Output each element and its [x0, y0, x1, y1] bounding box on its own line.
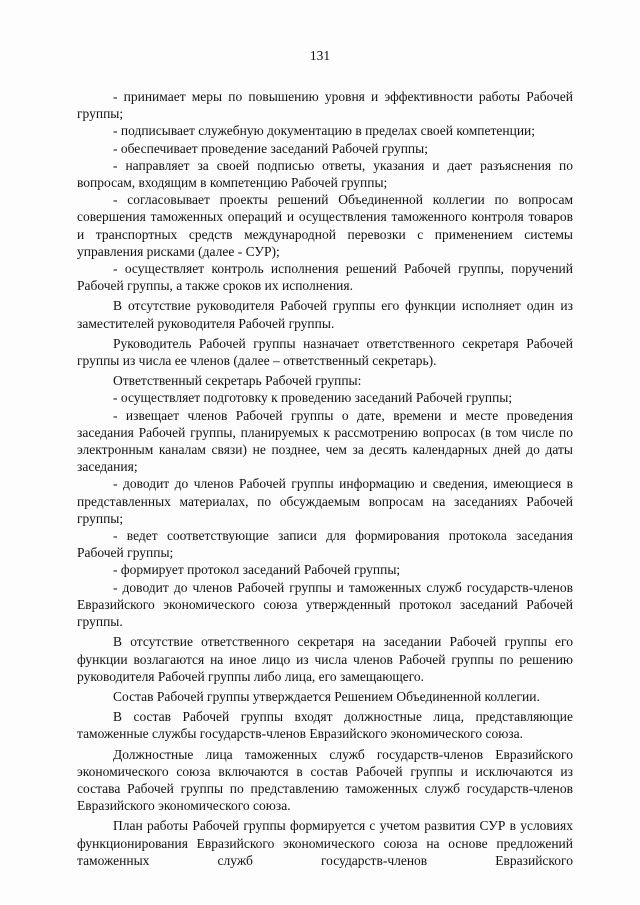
paragraph: - осуществляет контроль исполнения решений Рабочей группы, поручений Рабочей группы, а также сроков их исполнения.: [77, 261, 573, 294]
paragraph: - направляет за своей подписью ответы, указания и дает разъяснения по вопросам, входящим в компетенцию Рабочей группы;: [77, 157, 573, 191]
paragraph: - согласовывает проекты решений Объединенной коллегии по вопросам совершения таможенных операций и осуществления таможенного контроля товаров и транспортных средств международной перевозки с применением системы управления рисками (далее - СУР);: [77, 192, 573, 259]
document-body: [77, 88, 573, 869]
paragraph: - ведет соответствующие записи для формирования протокола заседания Рабочей группы;: [77, 528, 573, 561]
paragraph: - подписывает служебную документацию в пределах своей компетенции;: [113, 123, 536, 139]
paragraph: - формирует протокол заседаний Рабочей группы;: [113, 562, 401, 578]
paragraph: Руководитель Рабочей группы назначает ответственного секретаря Рабочей группы из числа ее членов (далее – ответственный секретарь).: [77, 335, 573, 369]
paragraph: - извещает членов Рабочей группы о дате, времени и месте проведения заседания Рабочей группы, планируемых к рассмотрению вопросах (в том числе по электронным каналам связи) не позднее, чем за десять календарных дней до даты заседания;: [77, 407, 573, 475]
paragraph: Ответственный секретарь Рабочей группы:: [113, 373, 362, 389]
paragraph: В состав Рабочей группы входят должностные лица, представляющие таможенные службы государств-членов Евразийского экономического союза.: [77, 709, 573, 742]
paragraph: Состав Рабочей группы утверждается Решением Объединенной коллегии.: [113, 688, 540, 704]
paragraph: - доводит до членов Рабочей группы и таможенных служб государств-членов Евразийского экономического союза утвержденный протокол заседаний Рабочей группы.: [77, 579, 573, 630]
paragraph: - принимает меры по повышению уровня и эффективности работы Рабочей группы;: [77, 89, 573, 122]
paragraph: План работы Рабочей группы формируется с учетом развития СУР в условиях функционирования Евразийского экономического союза на основе предложений таможенных служб государств-членов Евразийского: [77, 818, 573, 868]
paragraph: Должностные лица таможенных служб государств-членов Евразийского экономического союза включаются в состав Рабочей группы и исключаются из состава Рабочей группы по представлению таможенных служб государств-членов Евразийского экономического союза.: [77, 746, 573, 814]
paragraph: - доводит до членов Рабочей группы информацию и сведения, имеющиеся в представленных материалах, по обсуждаемым вопросам на заседаниях Рабочей группы;: [77, 476, 573, 526]
paragraph: В отсутствие руководителя Рабочей группы его функции исполняет один из заместителей руководителя Рабочей группы.: [77, 298, 573, 331]
paragraph: - обеспечивает проведение заседаний Рабочей группы;: [113, 140, 428, 156]
page-number: 131: [309, 48, 331, 63]
paragraph: В отсутствие ответственного секретаря на заседании Рабочей группы его функции возлагаются на иное лицо из числа членов Рабочей группы по решению руководителя Рабочей группы либо лица, его замещающего.: [77, 634, 573, 684]
paragraph: - осуществляет подготовку к проведению заседаний Рабочей группы;: [113, 390, 513, 406]
